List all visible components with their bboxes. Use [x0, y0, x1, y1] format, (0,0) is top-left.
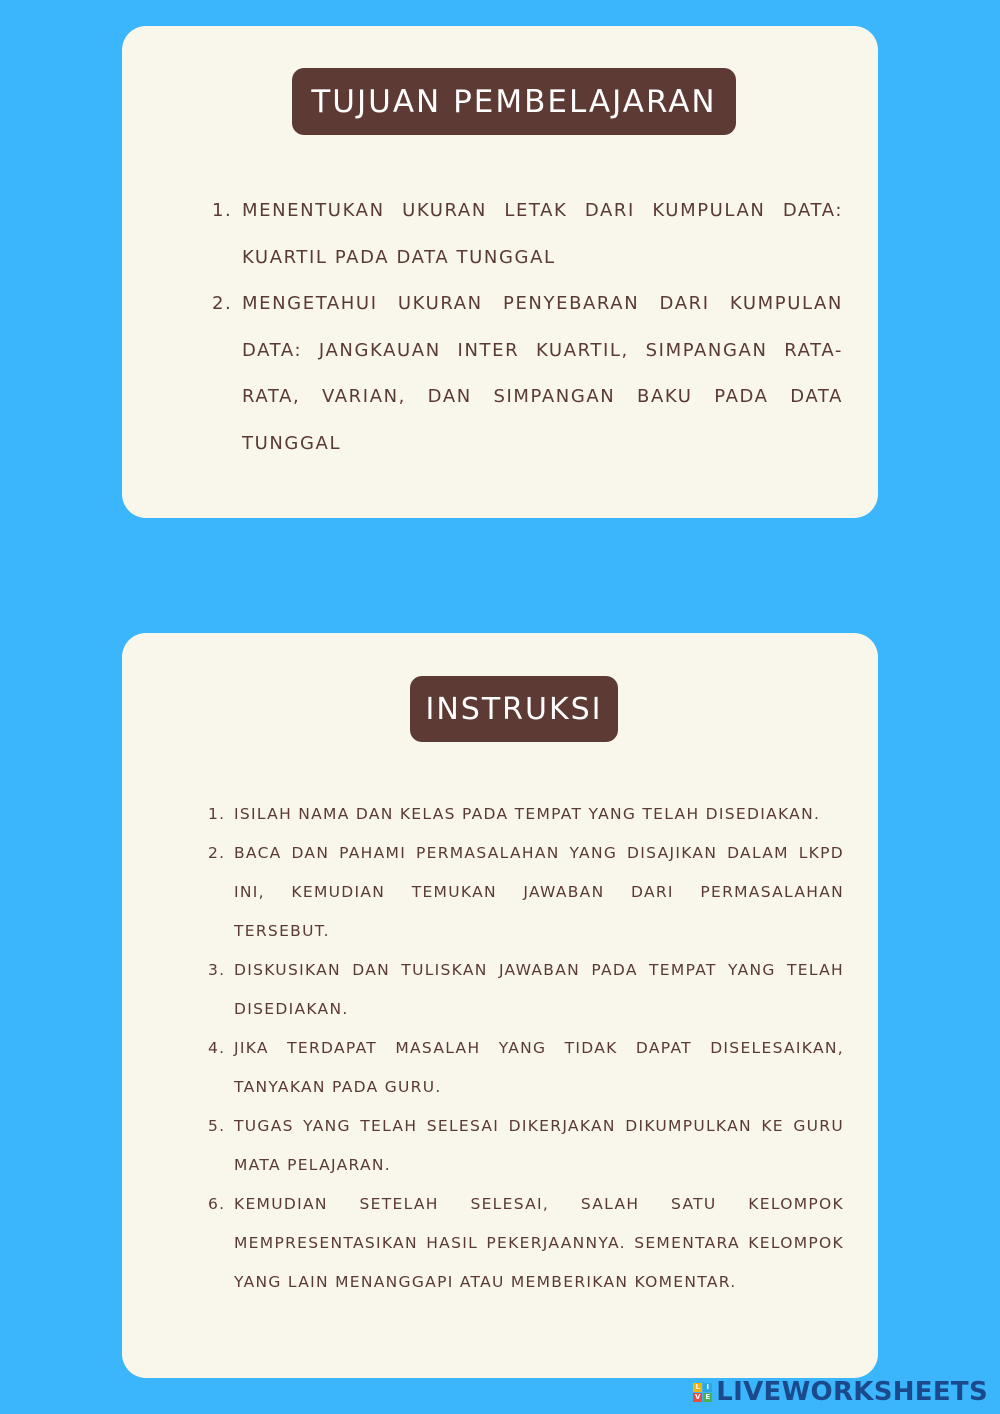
list-item [212, 188, 843, 281]
instructions-list [208, 795, 844, 1302]
list-item-text: BACA DAN PAHAMI PERMASALAHAN YANG DISAJIKAN DALAM LKPD INI, KEMUDIAN TEMUKAN JAWABAN DARI PERMASALAHAN TERSEBUT. [234, 844, 844, 940]
learning-objectives-title: TUJUAN PEMBELAJARAN [292, 68, 736, 135]
logo-mark-letter: V [695, 1392, 701, 1401]
logo-mark-letter: E [703, 1393, 712, 1402]
list-item-text: KEMUDIAN SETELAH SELESAI, SALAH SATU KELOMPOK MEMPRESENTASIKAN HASIL PEKERJAANNYA. SEMENTARA KELOMPOK YANG LAIN MENANGGAPI ATAU MEMBERIKAN KOMENTAR. [234, 1195, 844, 1291]
learning-objectives-card [122, 26, 878, 518]
list-item-number: 4. [208, 1039, 226, 1057]
list-item-text: ISILAH NAMA DAN KELAS PADA TEMPAT YANG TELAH DISEDIAKAN. [234, 805, 821, 823]
liveworksheets-logo-text: LIVEWORKSHEETS [716, 1377, 988, 1407]
list-item-number: 2. [208, 844, 226, 862]
list-item-number: 6. [208, 1195, 226, 1213]
list-item [208, 1185, 844, 1302]
list-item-number: 1. [212, 200, 233, 221]
list-item-text: JIKA TERDAPAT MASALAH YANG TIDAK DAPAT DISELESAIKAN, TANYAKAN PADA GURU. [234, 1039, 844, 1096]
list-item [212, 281, 843, 467]
list-item-number: 2. [212, 293, 233, 314]
learning-objectives-list [212, 188, 843, 467]
list-item-text: DISKUSIKAN DAN TULISKAN JAWABAN PADA TEMPAT YANG TELAH DISEDIAKAN. [234, 961, 844, 1018]
list-item [208, 1107, 844, 1185]
list-item-number: 3. [208, 961, 226, 979]
list-item-number: 1. [208, 805, 226, 823]
list-item-text: MENENTUKAN UKURAN LETAK DARI KUMPULAN DATA: KUARTIL PADA DATA TUNGGAL [242, 200, 843, 268]
list-item [208, 1029, 844, 1107]
list-item-number: 5. [208, 1117, 226, 1135]
instructions-title: INSTRUKSI [410, 676, 618, 742]
list-item-text: MENGETAHUI UKURAN PENYEBARAN DARI KUMPULAN DATA: JANGKAUAN INTER KUARTIL, SIMPANGAN RATA-RATA, VARIAN, DAN SIMPANGAN BAKU PADA DATA TUNGGAL [242, 293, 843, 454]
list-item [208, 795, 844, 834]
instructions-card [122, 633, 878, 1378]
list-item-text: TUGAS YANG TELAH SELESAI DIKERJAKAN DIKUMPULKAN KE GURU MATA PELAJARAN. [234, 1117, 844, 1174]
list-item [208, 951, 844, 1029]
liveworksheets-logo[interactable] [693, 1378, 988, 1406]
logo-mark-letter: L [693, 1383, 702, 1392]
liveworksheets-logo-icon [693, 1383, 712, 1402]
list-item [208, 834, 844, 951]
logo-mark-letter: I [703, 1383, 712, 1392]
